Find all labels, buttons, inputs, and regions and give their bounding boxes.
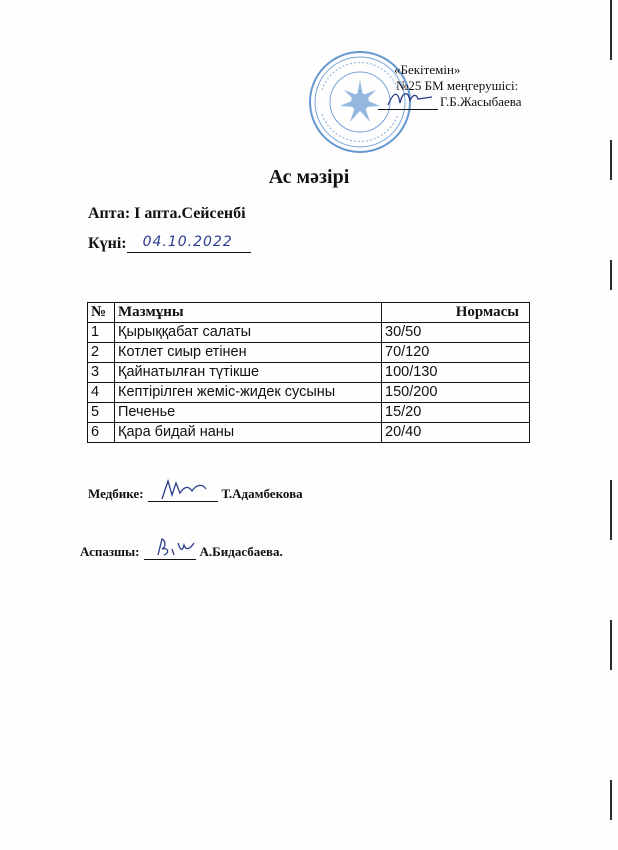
nurse-label: Медбике: (88, 486, 144, 501)
nurse-signature-icon (158, 477, 208, 503)
date-value: 04.10.2022 (142, 234, 233, 250)
row-norm: 15/20 (382, 403, 530, 423)
row-norm: 100/130 (382, 363, 530, 383)
director-name: Г.Б.Жасыбаева (440, 94, 522, 109)
table-row (88, 343, 530, 363)
cook-signature-line (144, 545, 196, 560)
date-row (88, 235, 251, 253)
row-no: 6 (88, 423, 115, 443)
cook-label: Аспазшы: (80, 544, 140, 559)
row-norm: 150/200 (382, 383, 530, 403)
cook-signature-icon (154, 535, 196, 561)
page-title: Ас мәзірі (268, 166, 350, 188)
row-no: 5 (88, 403, 115, 423)
menu-table (87, 302, 530, 443)
row-no: 3 (88, 363, 115, 383)
table-row (88, 363, 530, 383)
header-norm: Нормасы (382, 303, 530, 323)
cook-signature-row (80, 544, 283, 560)
row-norm: 70/120 (382, 343, 530, 363)
date-line (127, 236, 251, 253)
nurse-signature-line (148, 487, 218, 502)
row-norm: 30/50 (382, 323, 530, 343)
row-dish: Қайнатылған түтікше (115, 363, 382, 383)
header-dish: Мазмұны (115, 303, 382, 323)
row-dish: Қара бидай наны (115, 423, 382, 443)
director-signature-icon (386, 87, 434, 111)
row-no: 1 (88, 323, 115, 343)
date-label: Күні: (88, 235, 127, 252)
table-row (88, 403, 530, 423)
row-no: 2 (88, 343, 115, 363)
scan-edge (606, 0, 612, 850)
director-signature-line (378, 97, 438, 110)
table-row (88, 383, 530, 403)
table-row (88, 323, 530, 343)
week-label: Апта: I апта.Сейсенбі (88, 205, 246, 222)
row-dish: Котлет сиыр етінен (115, 343, 382, 363)
header-no: № (88, 303, 115, 323)
approval-line2: №25 БМ меңгерушісі: (396, 78, 519, 93)
approval-line1: «Бекітемін» (394, 62, 461, 77)
nurse-name: Т.Адамбекова (221, 486, 303, 501)
row-dish: Кептірілген жеміс-жидек сусыны (115, 383, 382, 403)
table-header-row (88, 303, 530, 323)
row-dish: Печенье (115, 403, 382, 423)
row-no: 4 (88, 383, 115, 403)
row-norm: 20/40 (382, 423, 530, 443)
cook-name: А.Бидасбаева. (199, 544, 283, 559)
nurse-signature-row (88, 486, 303, 502)
row-dish: Қырыққабат салаты (115, 323, 382, 343)
approval-block (378, 62, 522, 110)
table-row (88, 423, 530, 443)
